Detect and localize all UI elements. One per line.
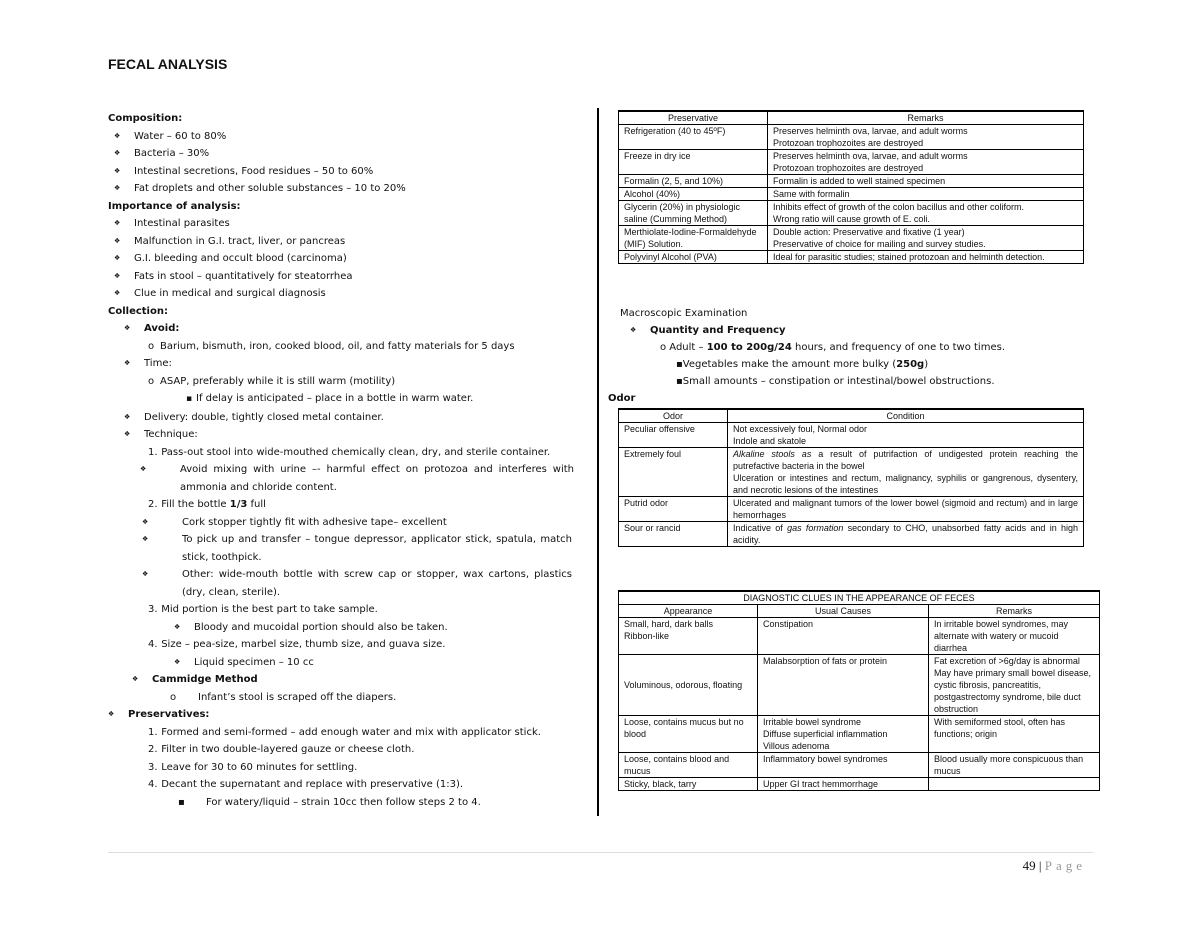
table-row: Extremely foul Alkaline stools as a result of putrifaction of undigested protein reaching the putrefactive bacteria in the bowel Ulceration or intestines and rectum, malignancy, syphilis or gangrenous, dysentery, and necrotic lesions of the intestines (619, 448, 1084, 497)
table-cell: In irritable bowel syndromes, may alternate with watery or mucoid diarrhea (929, 618, 1100, 655)
table-row (619, 150, 1084, 175)
list-item: o Adult – 100 to 200g/24 hours, and frequency of one to two times. (660, 342, 1005, 353)
table-row (619, 655, 1100, 716)
table-cell: Irritable bowel syndrome Diffuse superficial inflammation Villous adenoma (758, 716, 929, 753)
table-cell: With semiformed stool, often has functions; origin (929, 716, 1100, 753)
list-item: ❖ Delivery: double, tightly closed metal container. (108, 409, 578, 427)
table-cell: Alcohol (40%) (619, 188, 768, 201)
table-cell: Preserves helminth ova, larvae, and adult worms Protozoan trophozoites are destroyed (768, 150, 1084, 175)
list-item: ❖ G.I. bleeding and occult blood (carcinoma) (108, 250, 578, 268)
importance-heading: Importance of analysis: (108, 200, 241, 212)
list-item: ❖ Water – 60 to 80% (108, 128, 578, 146)
list-item: 3. Mid portion is the best part to take sample. (148, 604, 378, 615)
list-item: ❖ Bacteria – 30% (108, 145, 578, 163)
time-heading: ❖ Time: (108, 355, 578, 373)
list-item: 3. Leave for 30 to 60 minutes for settling. (148, 761, 358, 773)
table-cell: Sticky, black, tarry (619, 778, 758, 791)
table-cell: Same with formalin (768, 188, 1084, 201)
table-cell: Upper GI tract hemmorrhage (758, 778, 929, 791)
table-cell (929, 778, 1100, 791)
table-cell: Voluminous, odorous, floating (619, 655, 758, 716)
page-title: FECAL ANALYSIS (108, 56, 228, 72)
list-item: 4. Decant the supernatant and replace with preservative (1:3). (148, 779, 464, 790)
list-item: 2. Filter in two double-layered gauze or cheese cloth. (148, 744, 415, 755)
list-item: ▪ If delay is anticipated – place in a bottle in warm water. (108, 390, 578, 409)
table-cell: Merthiolate-Iodine-Formaldehyde (MIF) Solution. (619, 226, 768, 251)
table-row (619, 125, 1084, 150)
cammidge-heading: ❖ Cammidge Method (108, 671, 578, 689)
list-item: 1. Pass-out stool into wide-mouthed chemically clean, dry, and sterile container. (148, 446, 551, 458)
table-cell: Formalin (2, 5, and 10%) (619, 175, 768, 188)
table-row (619, 251, 1084, 264)
left-column (108, 110, 578, 811)
list-item: ❖ Liquid specimen – 10 cc (108, 654, 578, 672)
odor-heading: Odor (608, 393, 636, 404)
table-cell: Malabsorption of fats or protein (758, 655, 929, 716)
preservative-table: Preservative Remarks Refrigeration (40 to 45ºF) Preserves helminth ova, larvae, and adult worms Protozoan trophozoites are destroyed Freeze in dry ice Preserves helminth ova, larvae, and adult worms Protozoan trophozoites are destroyed Formalin (2, 5, and 10%) Formalin is added to well stained specimen Alcohol (40%) Same with formalin Glycerin (20%) in physiologic saline (Cumming Method) Inhibits effect of growth of the colon bacillus and other coliform. Wrong ratio will cause growth of E. coli. Merthiolate-Iodine-Formaldehyde (MIF) Solution. Double action: Preservative and fixative (1 year) Preservative of choice for mailing and survey studies. Polyvinyl Alcohol (PVA) Ideal for parasitic studies; stained protozoan and helminth detection. (618, 110, 1084, 264)
collection-heading: Collection: (108, 305, 168, 317)
table-cell: Refrigeration (40 to 45ºF) (619, 125, 768, 150)
table-row: Putrid odor Ulcerated and malignant tumors of the lower bowel (sigmoid and rectum) and in large hemorrhages (619, 497, 1084, 522)
list-item: o Barium, bismuth, iron, cooked blood, oil, and fatty materials for 5 days (108, 338, 578, 356)
table-cell: Inhibits effect of growth of the colon bacillus and other coliform. Wrong ratio will cause growth of E. coli. (768, 201, 1084, 226)
table-cell: Small, hard, dark balls Ribbon-like (619, 618, 758, 655)
table-cell: Preserves helminth ova, larvae, and adult worms Protozoan trophozoites are destroyed (768, 125, 1084, 150)
table-row (619, 716, 1100, 753)
table-cell: Freeze in dry ice (619, 150, 768, 175)
list-item: o Infant’s stool is scraped off the diapers. (170, 691, 397, 703)
table-row (619, 753, 1100, 778)
odor-table: Odor Condition Peculiar offensive Not excessively foul, Normal odor Indole and skatole Extremely foul Alkaline stools as a result of putrifaction of undigested protein reaching the putrefactive bacteria in the bowel Ulceration or intestines and rectum, malignancy, syphilis or gangrenous, dysentery, and necrotic lesions of the intestines Putrid odor Ulcerated and malignant tumors of the lower bowel (sigmoid and rectum) and in large hemorrhages Sour or rancid Indicative of gas formation secondary to CHO, unabsorbed fatty acids and in high acidity. (618, 408, 1084, 547)
table-row: Peculiar offensive Not excessively foul, Normal odor Indole and skatole (619, 423, 1084, 448)
footer-divider (108, 852, 1093, 853)
list-item: ❖ Intestinal parasites (108, 215, 578, 233)
table-cell: Ideal for parasitic studies; stained protozoan and helminth detection. (768, 251, 1084, 264)
table-row (619, 618, 1100, 655)
table-cell: Constipation (758, 618, 929, 655)
table-cell: Loose, contains mucus but no blood (619, 716, 758, 753)
list-item: ❖ Cork stopper tightly fit with adhesive tape– excellent (108, 514, 572, 532)
table-row (619, 226, 1084, 251)
page-number: 49 | Page (1022, 858, 1086, 873)
list-item: ❖ Intestinal secretions, Food residues – 50 to 60% (108, 163, 578, 181)
table-row (619, 778, 1100, 791)
list-item: ❖ Bloody and mucoidal portion should also be taken. (108, 619, 578, 637)
table-cell: Polyvinyl Alcohol (PVA) (619, 251, 768, 264)
list-item: ▪Vegetables make the amount more bulky (250g) (676, 359, 929, 370)
list-item: 4. Size – pea-size, marbel size, thumb size, and guava size. (148, 639, 446, 650)
table-row (619, 201, 1084, 226)
table-cell: Fat excretion of >6g/day is abnormal May have primary small bowel disease, cystic fibrosis, pancreatitis, postgastrectomy syndrome, bile duct obstruction (929, 655, 1100, 716)
list-item: ❖ Clue in medical and surgical diagnosis (108, 285, 578, 303)
list-item: ❖ Other: wide-mouth bottle with screw cap or stopper, wax cartons, plastics (dry, clean, sterile). (108, 566, 572, 601)
column-divider (597, 108, 599, 816)
list-item: o ASAP, preferably while it is still warm (motility) (108, 373, 578, 391)
table-cell: Double action: Preservative and fixative (1 year) Preservative of choice for mailing and survey studies. (768, 226, 1084, 251)
macroscopic-section (608, 305, 1090, 407)
macroscopic-heading: Macroscopic Examination (620, 308, 748, 319)
table-row (619, 175, 1084, 188)
avoid-heading: ❖ Avoid: (108, 320, 578, 338)
qf-heading: ❖ Quantity and Frequency (620, 322, 1090, 339)
table-row (619, 188, 1084, 201)
list-item: ❖ Fats in stool – quantitatively for steatorrhea (108, 268, 578, 286)
table-cell: Blood usually more conspicuous than mucus (929, 753, 1100, 778)
technique-heading: ❖ Technique: (108, 426, 578, 444)
list-item: ❖ Fat droplets and other soluble substances – 10 to 20% (108, 180, 578, 198)
list-item: ▪Small amounts – constipation or intestinal/bowel obstructions. (676, 376, 995, 387)
table-row: Sour or rancid Indicative of gas formation secondary to CHO, unabsorbed fatty acids and in high acidity. (619, 522, 1084, 547)
list-item: ❖ To pick up and transfer – tongue depressor, applicator stick, spatula, match stick, toothpick. (108, 531, 572, 566)
preservatives-heading: ❖ Preservatives: (108, 706, 578, 724)
table-cell: Formalin is added to well stained specimen (768, 175, 1084, 188)
table-cell: Inflammatory bowel syndromes (758, 753, 929, 778)
list-item: 2. Fill the bottle 1/3 full (148, 499, 266, 510)
list-item: ▪ For watery/liquid – strain 10cc then follow steps 2 to 4. (178, 796, 481, 808)
list-item: ❖ Avoid mixing with urine –- harmful effect on protozoa and interferes with ammonia and chloride content. (108, 461, 574, 496)
table-cell: Loose, contains blood and mucus (619, 753, 758, 778)
composition-heading: Composition: (108, 113, 183, 124)
diagnostic-clues-table: DIAGNOSTIC CLUES IN THE APPEARANCE OF FECES Appearance Usual Causes Remarks Small, hard, dark balls Ribbon-like Constipation In irritable bowel syndromes, may alternate with watery or mucoid diarrhea Voluminous, odorous, floating Malabsorption of fats or protein Fat excretion of >6g/day is abnormal May have primary small bowel disease, cystic fibrosis, pancreatitis, postgastrectomy syndrome, bile duct obstruction Loose, contains mucus but no blood Irritable bowel syndrome Diffuse superficial inflammation Villous adenoma With semiformed stool, often has functions; origin Loose, contains blood and mucus Inflammatory bowel syndromes Blood usually more conspicuous than mucus Sticky, black, tarry Upper GI tract hemmorrhage (618, 590, 1100, 791)
table-cell: Glycerin (20%) in physiologic saline (Cumming Method) (619, 201, 768, 226)
list-item: ❖ Malfunction in G.I. tract, liver, or pancreas (108, 233, 578, 251)
list-item: 1. Formed and semi-formed – add enough water and mix with applicator stick. (148, 726, 541, 738)
